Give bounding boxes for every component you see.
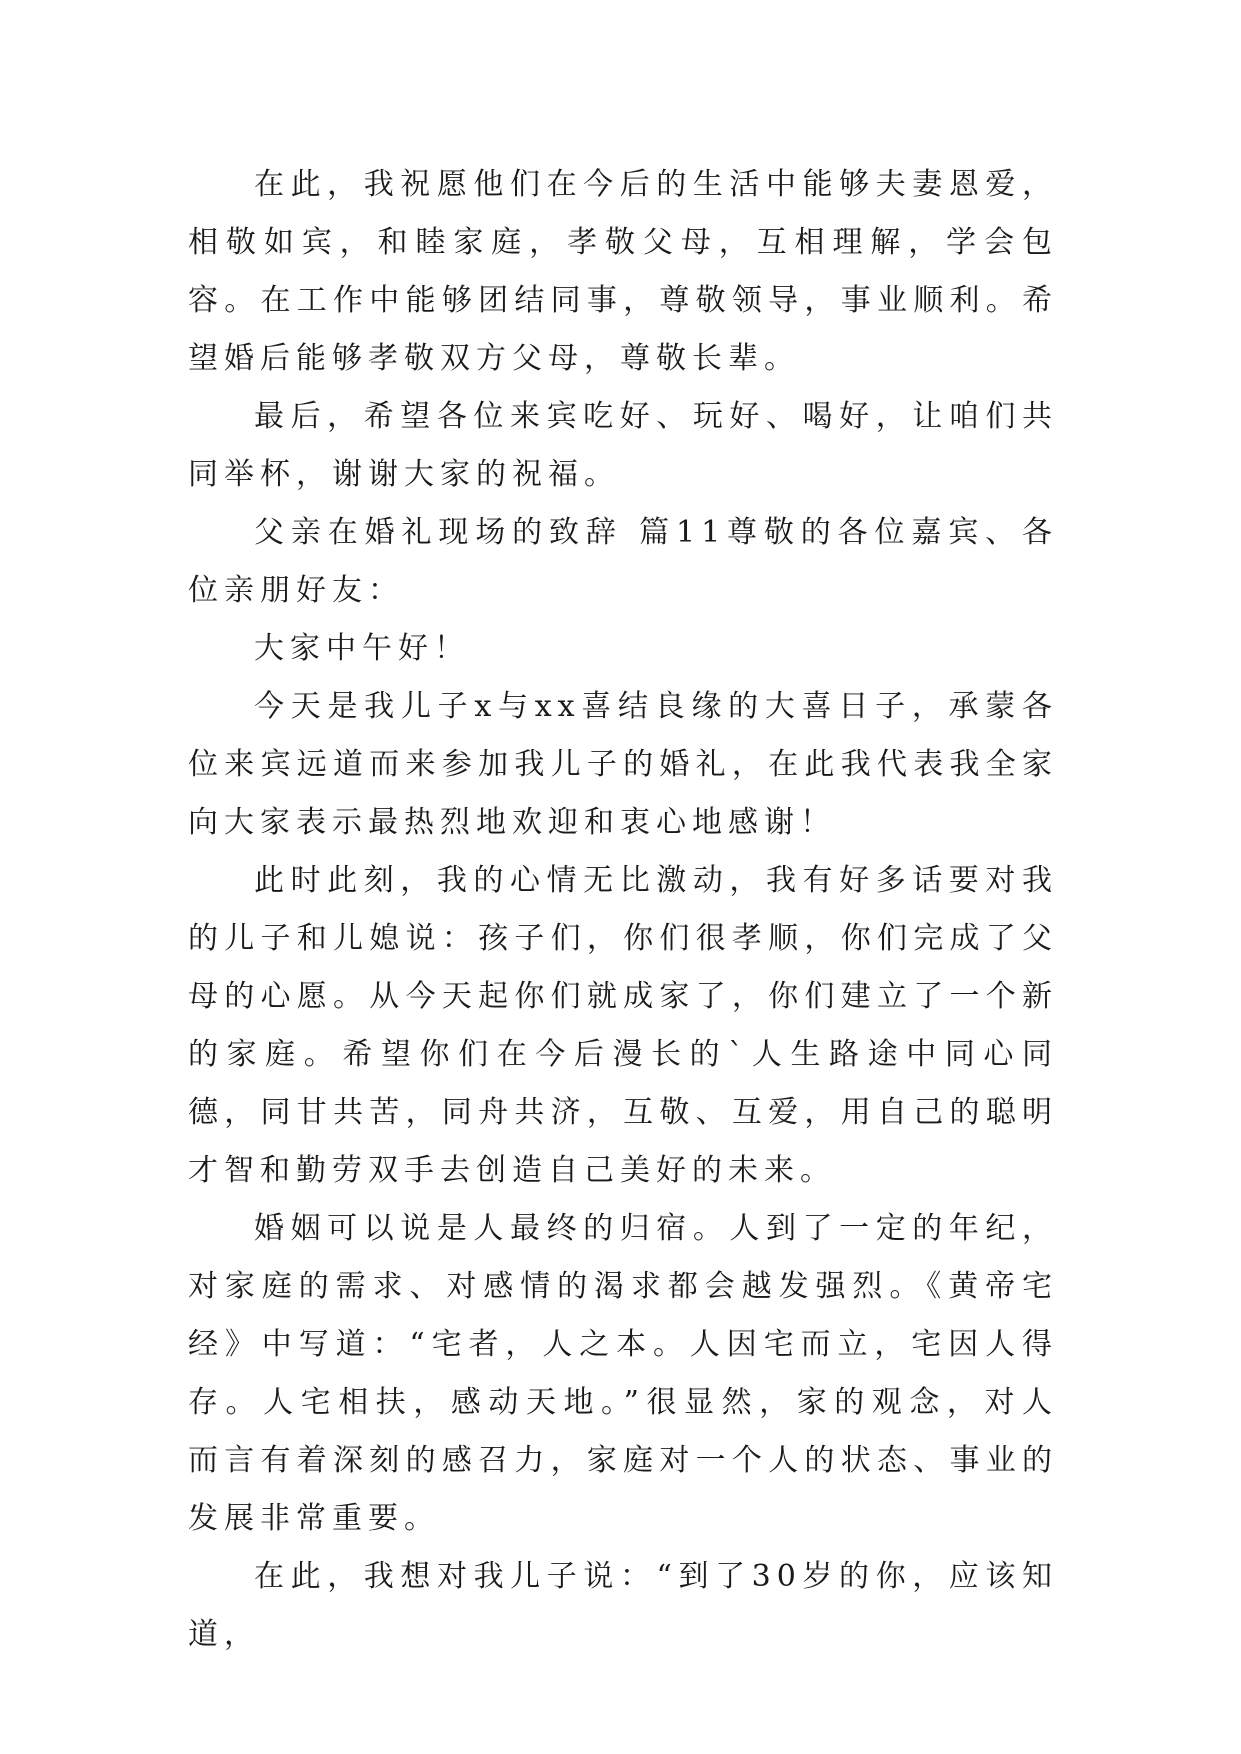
paragraph-marriage-reflection: 婚姻可以说是人最终的归宿。人到了一定的年纪，对家庭的需求、对感情的渴求都会越发强烈。《黄帝宅经》中写道：“宅者，人之本。人因宅而立，宅因人得存。人宅相扶，感动天地。”很显然，家的观念，对人而言有着深刻的感召力，家庭对一个人的状态、事业的发展非常重要。 [188, 1211, 1058, 1536]
paragraph-message-to-son: 在此，我想对我儿子说：“到了30岁的你，应该知道， [188, 1559, 1058, 1652]
paragraph-section-heading: 父亲在婚礼现场的致辞 篇11尊敬的各位嘉宾、各位亲朋好友： [188, 515, 1058, 608]
paragraph-blessing: 在此，我祝愿他们在今后的生活中能够夫妻恩爱，相敬如宾，和睦家庭，孝敬父母，互相理解，学会包容。在工作中能够团结同事，尊敬领导，事业顺利。希望婚后能够孝敬双方父母，尊敬长辈。 [188, 167, 1058, 376]
paragraph-welcome: 今天是我儿子x与xx喜结良缘的大喜日子，承蒙各位来宾远道而来参加我儿子的婚礼，在此我代表我全家向大家表示最热烈地欢迎和衷心地感谢！ [188, 689, 1058, 840]
paragraph-greeting: 大家中午好！ [254, 631, 470, 666]
paragraph-toast: 最后，希望各位来宾吃好、玩好、喝好，让咱们共同举杯，谢谢大家的祝福。 [188, 399, 1058, 492]
paragraph-message-to-couple: 此时此刻，我的心情无比激动，我有好多话要对我的儿子和儿媳说：孩子们，你们很孝顺，你们完成了父母的心愿。从今天起你们就成家了，你们建立了一个新的家庭。希望你们在今后漫长的`人生路途中同心同德，同甘共苦，同舟共济，互敬、互爱，用自己的聪明才智和勤劳双手去创造自己美好的未来。 [188, 863, 1058, 1188]
document-body [188, 156, 1058, 1664]
